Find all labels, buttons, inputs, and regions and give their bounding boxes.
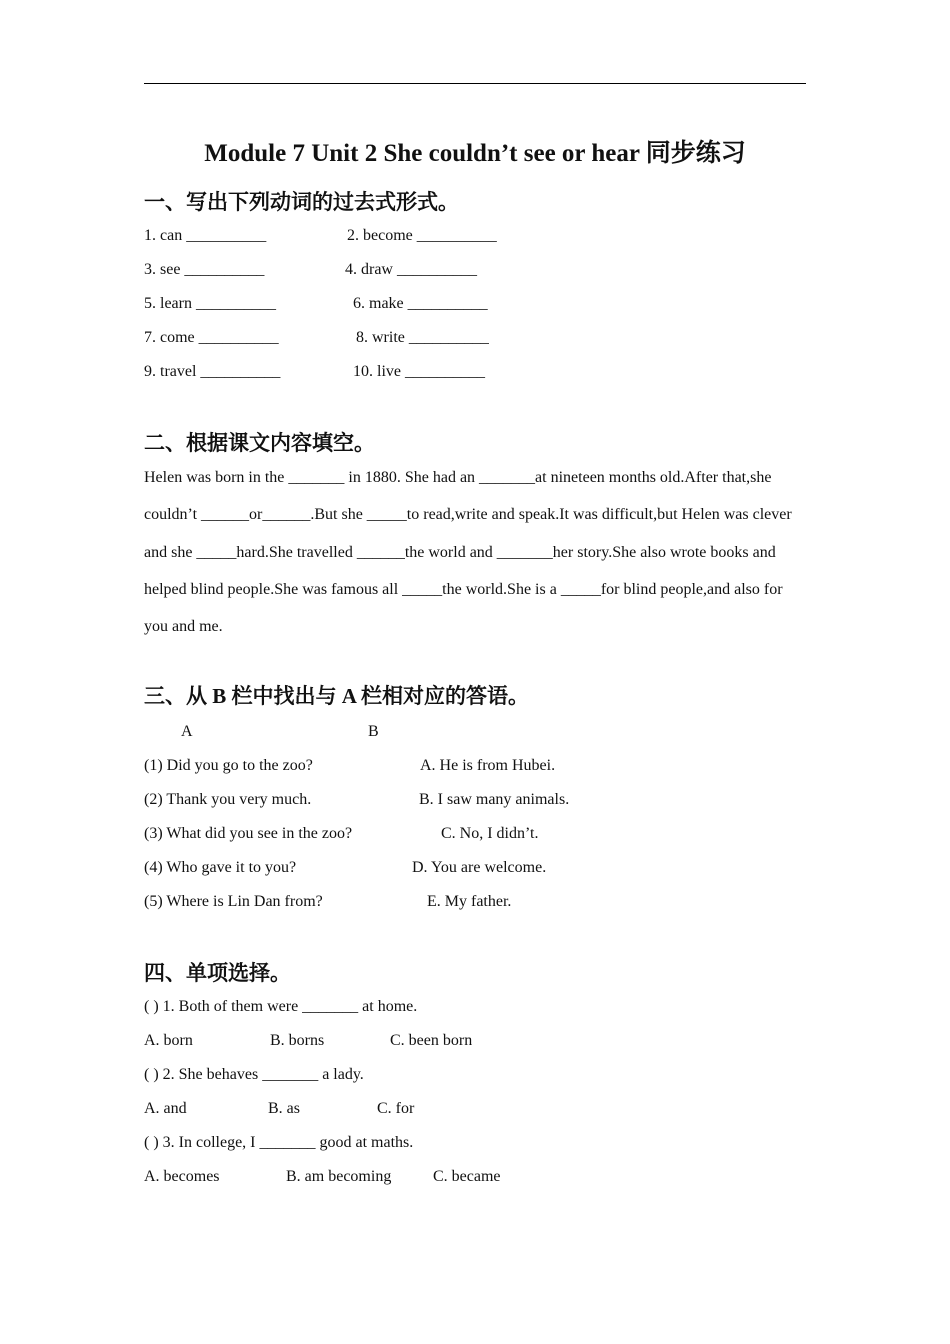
mc-option: C. became <box>433 1168 501 1185</box>
verb-item: 7. come __________ <box>144 329 279 346</box>
page-title: Module 7 Unit 2 She couldn’t see or hear 同步练习 <box>204 140 746 167</box>
mc-option: A. and <box>144 1100 187 1117</box>
column-b-label: B <box>368 723 379 740</box>
header-rule <box>144 83 806 84</box>
verb-item: 10. live __________ <box>353 363 485 380</box>
mc-question-stem: ( ) 1. Both of them were _______ at home. <box>144 998 418 1015</box>
mc-option: A. born <box>144 1032 193 1049</box>
match-question: (4) Who gave it to you? <box>144 859 297 876</box>
match-question: (2) Thank you very much. <box>144 791 312 808</box>
match-answer: B. I saw many animals. <box>419 791 570 808</box>
verb-item: 5. learn __________ <box>144 295 276 312</box>
mc-option: B. borns <box>270 1032 325 1049</box>
match-answer: C. No, I didn’t. <box>441 825 539 842</box>
section-2-heading: 二、根据课文内容填空。 <box>144 431 375 455</box>
verb-item: 9. travel __________ <box>144 363 281 380</box>
match-question: (5) Where is Lin Dan from? <box>144 893 323 910</box>
verb-item: 1. can __________ <box>144 227 267 244</box>
section-3-heading: 三、从 B 栏中找出与 A 栏相对应的答语。 <box>144 684 530 708</box>
match-answer: D. You are welcome. <box>412 859 547 876</box>
mc-option: C. for <box>377 1100 415 1117</box>
mc-question-stem: ( ) 3. In college, I _______ good at maths. <box>144 1134 414 1151</box>
mc-option: B. as <box>268 1100 300 1117</box>
mc-question-stem: ( ) 2. She behaves _______ a lady. <box>144 1066 364 1083</box>
cloze-passage: Helen was born in the _______ in 1880. She had an _______at nineteen months old.After that,she couldn’t ______or______.But she _____to read,write and speak.It was difficult,but Helen was clever and she _____hard.She travelled ______the world and _______her story.She also wrote books and helped blind people.She was famous all _____the world.She is a _____for blind people,and also for you and me. <box>144 469 792 636</box>
match-question: (1) Did you go to the zoo? <box>144 757 313 774</box>
verb-item: 2. become __________ <box>347 227 497 244</box>
verb-item: 3. see __________ <box>144 261 265 278</box>
verb-item: 4. draw __________ <box>345 261 477 278</box>
mc-option: A. becomes <box>144 1168 220 1185</box>
section-1-heading: 一、写出下列动词的过去式形式。 <box>144 190 459 214</box>
section-4-heading: 四、单项选择。 <box>144 961 291 985</box>
verb-item: 8. write __________ <box>356 329 489 346</box>
verb-item: 6. make __________ <box>353 295 488 312</box>
match-question: (3) What did you see in the zoo? <box>144 825 353 842</box>
mc-option: B. am becoming <box>286 1168 392 1185</box>
column-a-label: A <box>181 723 193 740</box>
match-answer: E. My father. <box>427 893 512 910</box>
match-answer: A. He is from Hubei. <box>420 757 556 774</box>
mc-option: C. been born <box>390 1032 473 1049</box>
